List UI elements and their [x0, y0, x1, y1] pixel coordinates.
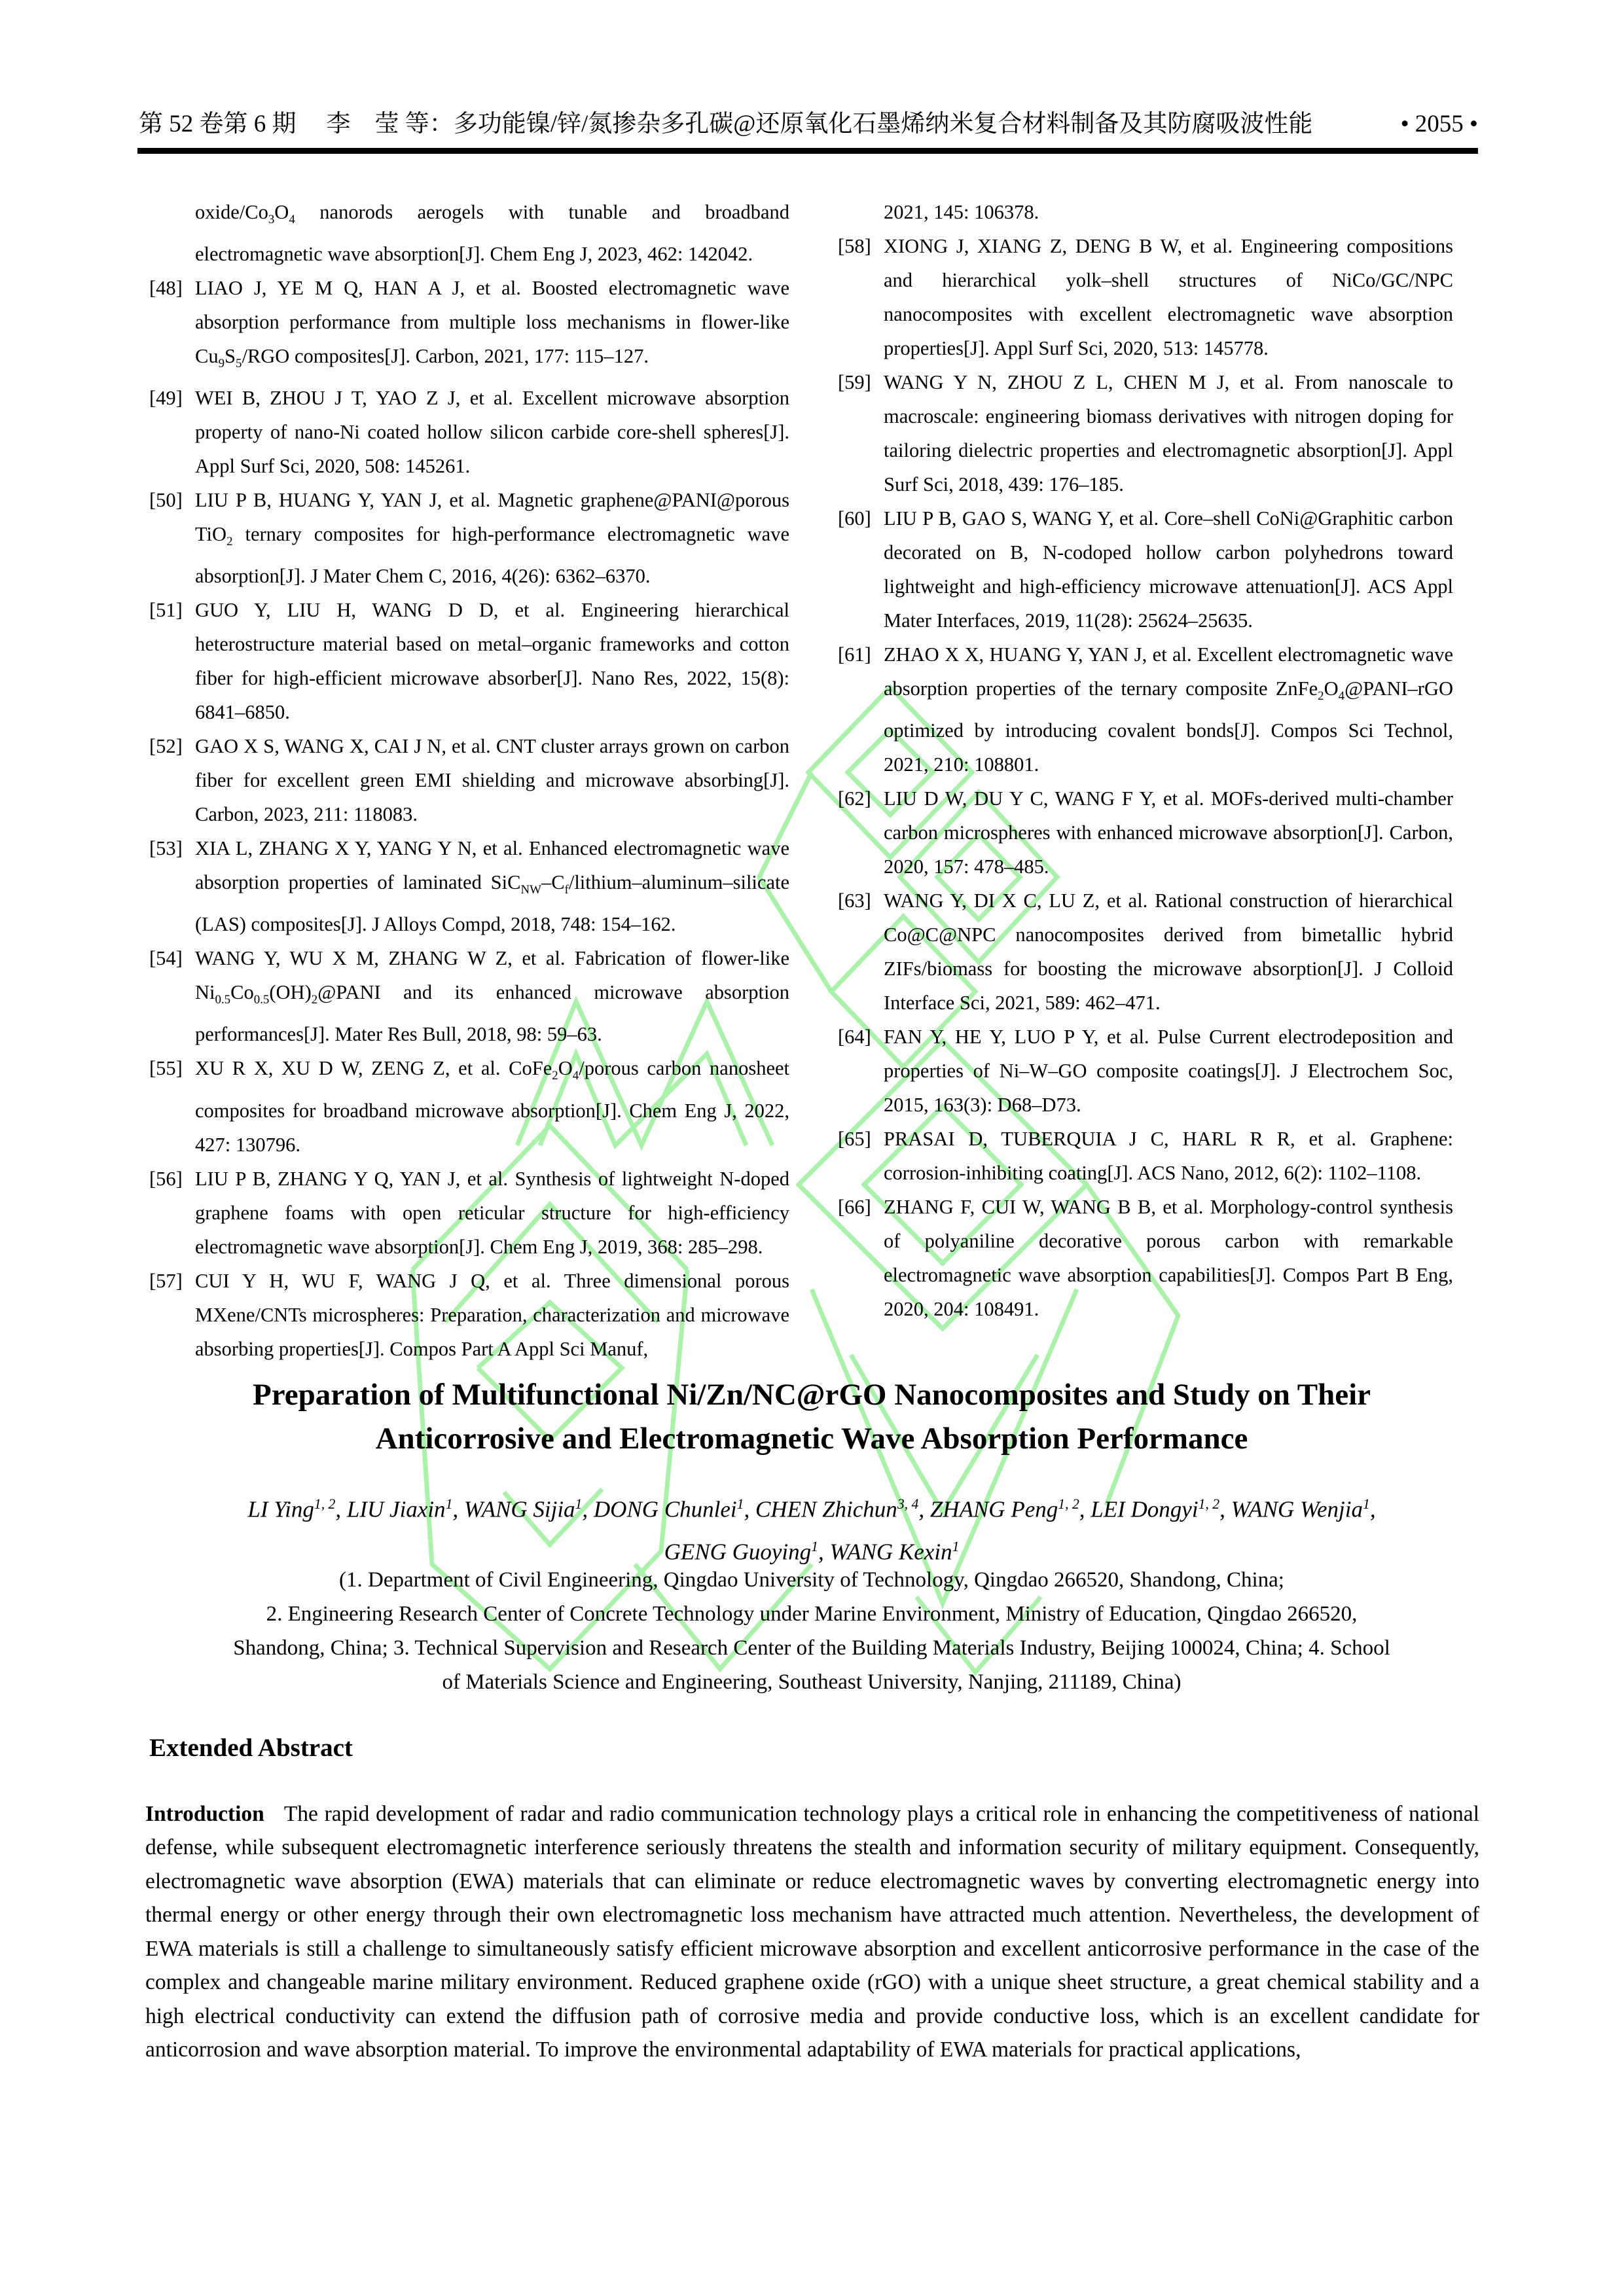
- reference-text: LIU P B, ZHANG Y Q, YAN J, et al. Synthesis of lightweight N-doped graphene foams with open reticular structure for high-efficiency electromagnetic wave absorption[J]. Chem Eng J, 2019, 368: 285–298.: [195, 1167, 789, 1258]
- reference-text: WEI B, ZHOU J T, YAO Z J, et al. Excellent microwave absorption property of nano-Ni coated hollow silicon carbide core-shell spheres[J]. Appl Surf Sci, 2020, 508: 145261.: [195, 387, 789, 478]
- affiliation-line: 2. Engineering Research Center of Concrete Technology under Marine Environment, Ministry of Education, Qingdao 266520,: [266, 1602, 1358, 1626]
- page-number: • 2055 •: [1400, 111, 1478, 137]
- header-rule: [137, 148, 1478, 154]
- reference-item: [149, 1264, 789, 1366]
- reference-number: [58]: [838, 235, 871, 257]
- reference-item: [838, 365, 1453, 501]
- author-list-line2: GENG Guoying$^1$, WANG Kexin$^1$: [664, 1538, 960, 1565]
- reference-text: LIU P B, HUANG Y, YAN J, et al. Magnetic graphene@PANI@porous TiO$_2$ ternary composites for high-performance electromagnetic wave absorption[J]. J Mater Chem C, 2016, 4(26): 6362–6370.: [195, 489, 789, 588]
- reference-number: [52]: [149, 735, 183, 758]
- reference-item: [149, 483, 789, 593]
- reference-item: [149, 1162, 789, 1264]
- reference-number: [48]: [149, 277, 183, 300]
- references-right-column: [838, 195, 1453, 1326]
- reference-text: oxide/$Co_3O_4$ nanorods aerogels with tunable and broadband electromagnetic wave absorption[J]. Chem Eng J, 2023, 462: 142042.: [195, 201, 789, 266]
- reference-text: LIU P B, GAO S, WANG Y, et al. Core–shell CoNi@Graphitic carbon decorated on B, N-codoped hollow carbon polyhedrons toward lightweight and high-efficiency microwave attenuation[J]. ACS Appl Mater Interfaces, 2019, 11(28): 25624–25635.: [884, 507, 1453, 632]
- introduction-paragraph: [145, 1797, 1479, 2067]
- reference-text: WANG Y, WU X M, ZHANG W Z, et al. Fabrication of flower-like $Ni_{0.5}Co_{0.5}(OH)_2@PANI$ and its enhanced microwave absorption performances[J]. Mater Res Bull, 2018, 98: 59–63.: [195, 947, 789, 1046]
- reference-text: PRASAI D, TUBERQUIA J C, HARL R R, et al. Graphene: corrosion-inhibiting coating[J]. ACS Nano, 2012, 6(2): 1102–1108.: [884, 1128, 1453, 1185]
- introduction-text: The rapid development of radar and radio communication technology plays a critical role in enhancing the competitiveness of national defense, while subsequent electromagnetic interference seriously threatens the stealth and information security of military equipment. Consequently, electromagnetic wave absorption (EWA) materials that can eliminate or reduce electromagnetic waves by converting electromagnetic energy into thermal energy or other energy through their own electromagnetic loss mechanism have attracted much attention. Nevertheless, the development of EWA materials is still a challenge to simultaneously satisfy efficient microwave absorption and excellent anticorrosive performance in the case of the complex and changeable marine military environment. Reduced graphene oxide (rGO) with a unique sheet structure, a great chemical stability and a high electrical conductivity can extend the diffusion path of corrosive media and provide conductive loss, which is an excellent candidate for anticorrosion and wave absorption material. To improve the environmental adaptability of EWA materials for practical applications,: [145, 1801, 1479, 2062]
- reference-text: XIA L, ZHANG X Y, YANG Y N, et al. Enhanced electromagnetic wave absorption properties of laminated $SiC_{NW}-C_f/lithium-aluminum$–silicate (LAS) composites[J]. J Alloys Compd, 2018, 748: 154–162.: [195, 837, 789, 936]
- reference-item: [149, 381, 789, 483]
- reference-item: [838, 1020, 1453, 1122]
- reference-number: [56]: [149, 1167, 183, 1190]
- reference-number: [60]: [838, 507, 871, 529]
- reference-item: [149, 593, 789, 729]
- reference-item: [149, 729, 789, 831]
- reference-number: [59]: [838, 371, 871, 393]
- reference-text: ZHAO X X, HUANG Y, YAN J, et al. Excellent electromagnetic wave absorption properties of the ternary composite $ZnFe_2O_4@PANI$–rGO optimized by introducing covalent bonds[J]. Compos Sci Technol, 2021, 210: 108801.: [884, 643, 1453, 776]
- reference-text: WANG Y, DI X C, LU Z, et al. Rational construction of hierarchical Co@C@NPC nanocomposites derived from bimetallic hybrid ZIFs/biomass for boosting the microwave absorption[J]. J Colloid Interface Sci, 2021, 589: 462–471.: [884, 889, 1453, 1014]
- affiliation-line: Shandong, China; 3. Technical Supervision and Research Center of the Building Materials Industry, Beijing 100024, China; 4. School: [233, 1636, 1390, 1660]
- reference-item: [838, 1122, 1453, 1190]
- reference-text: GUO Y, LIU H, WANG D D, et al. Engineering hierarchical heterostructure material based on metal–organic frameworks and cotton fiber for high-efficient microwave absorber[J]. Nano Res, 2022, 15(8): 6841–6850.: [195, 599, 789, 724]
- extended-abstract-heading: Extended Abstract: [149, 1734, 353, 1762]
- reference-item: [149, 831, 789, 941]
- reference-text: LIU D W, DU Y C, WANG F Y, et al. MOFs-derived multi-chamber carbon microspheres with enhanced microwave absorption[J]. Carbon, 2020, 157: 478–485.: [884, 787, 1453, 878]
- reference-item: [838, 195, 1453, 229]
- running-header: [139, 103, 1478, 139]
- reference-text: WANG Y N, ZHOU Z L, CHEN M J, et al. From nanoscale to macroscale: engineering biomass derivatives with nitrogen doping for tailoring dielectric properties and electromagnetic absorption[J]. Appl Surf Sci, 2018, 439: 176–185.: [884, 371, 1453, 495]
- author-list: [131, 1486, 1492, 1570]
- reference-number: [61]: [838, 643, 871, 666]
- reference-number: [64]: [838, 1026, 871, 1049]
- reference-number: [51]: [149, 599, 183, 622]
- article-title-line1: Preparation of Multifunctional Ni/Zn/NC@rGO Nanocomposites and Study on Their: [252, 1378, 1371, 1412]
- reference-text: XIONG J, XIANG Z, DENG B W, et al. Engineering compositions and hierarchical yolk–shell structures of NiCo/GC/NPC nanocomposites with excellent electromagnetic wave absorption properties[J]. Appl Surf Sci, 2020, 513: 145778.: [884, 235, 1453, 359]
- reference-item: [838, 884, 1453, 1020]
- reference-number: [53]: [149, 837, 183, 860]
- reference-item: [838, 637, 1453, 781]
- reference-number: [54]: [149, 947, 183, 970]
- reference-item: [149, 195, 789, 271]
- reference-text: CUI Y H, WU F, WANG J Q, et al. Three dimensional porous MXene/CNTs microspheres: Preparation, characterization and microwave absorbing properties[J]. Compos Part A Appl Sci Manuf,: [195, 1269, 789, 1360]
- reference-item: [838, 501, 1453, 637]
- article-title: [157, 1373, 1466, 1461]
- reference-item: [838, 781, 1453, 884]
- reference-number: [62]: [838, 787, 871, 810]
- reference-item: [838, 1190, 1453, 1326]
- article-title-line2: Anticorrosive and Electromagnetic Wave Absorption Performance: [375, 1422, 1248, 1456]
- reference-number: [50]: [149, 489, 183, 512]
- introduction-label: Introduction: [145, 1801, 264, 1826]
- affiliation-line: (1. Department of Civil Engineering, Qingdao University of Technology, Qingdao 266520, Shandong, China;: [339, 1568, 1284, 1592]
- reference-number: [65]: [838, 1128, 871, 1151]
- reference-text: GAO X S, WANG X, CAI J N, et al. CNT cluster arrays grown on carbon fiber for excellent green EMI shielding and microwave absorbing[J]. Carbon, 2023, 211: 118083.: [195, 735, 789, 826]
- references-left-column: [149, 195, 789, 1366]
- running-title: 李 莹 等：多功能镍/锌/氮掺杂多孔碳@还原氧化石墨烯纳米复合材料制备及其防腐吸波性能: [326, 111, 1313, 137]
- reference-number: [49]: [149, 387, 183, 410]
- reference-text: LIAO J, YE M Q, HAN A J, et al. Boosted electromagnetic wave absorption performance from multiple loss mechanisms in flower-like $Cu_9S_5$/RGO composites[J]. Carbon, 2021, 177: 115–127.: [195, 277, 789, 371]
- reference-number: [66]: [838, 1196, 871, 1219]
- reference-item: [149, 271, 789, 381]
- issue-info: 第 52 卷第 6 期: [139, 111, 297, 137]
- author-list-line1: LI Ying$^{1, 2}$, LIU Jiaxin$^1$, WANG Sijia$^1$, DONG Chunlei$^1$, CHEN Zhichun$^{3, 4}$, ZHANG Peng$^{1, 2}$, LEI Dongyi$^{1, 2}$, WANG Wenjia$^1$,: [247, 1496, 1376, 1522]
- reference-text: ZHANG F, CUI W, WANG B B, et al. Morphology-control synthesis of polyaniline decorative porous carbon with remarkable electromagnetic wave absorption capabilities[J]. Compos Part B Eng, 2020, 204: 108491.: [884, 1196, 1453, 1321]
- reference-text: 2021, 145: 106378.: [884, 201, 1039, 223]
- reference-item: [149, 941, 789, 1051]
- affiliations: [131, 1563, 1492, 1699]
- affiliation-line: of Materials Science and Engineering, Southeast University, Nanjing, 211189, China): [442, 1670, 1182, 1694]
- reference-item: [838, 229, 1453, 365]
- reference-text: XU R X, XU D W, ZENG Z, et al. $CoFe_2O_4$/porous carbon nanosheet composites for broadband microwave absorption[J]. Chem Eng J, 2022, 427: 130796.: [195, 1057, 790, 1156]
- reference-number: [57]: [149, 1269, 183, 1292]
- reference-number: [55]: [149, 1057, 183, 1080]
- running-header-left: [139, 103, 1312, 139]
- reference-text: FAN Y, HE Y, LUO P Y, et al. Pulse Current electrodeposition and properties of Ni–W–GO composite coatings[J]. J Electrochem Soc, 2015, 163(3): D68–D73.: [884, 1026, 1453, 1117]
- reference-item: [149, 1051, 789, 1161]
- reference-number: [63]: [838, 889, 871, 912]
